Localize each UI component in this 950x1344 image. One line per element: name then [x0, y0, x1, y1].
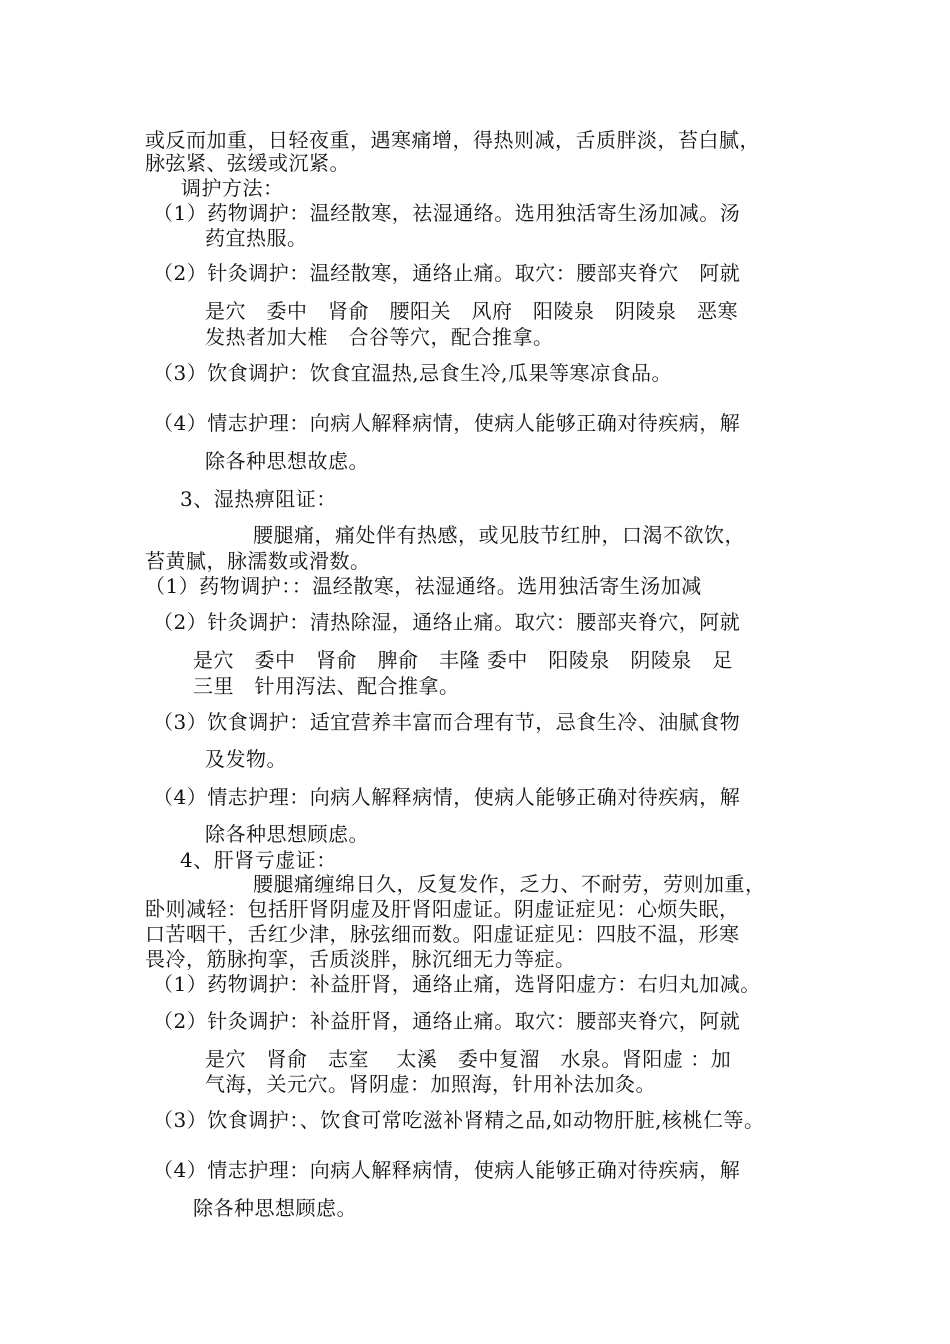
text-line: 三里 针用泻法、配合推拿。	[193, 674, 460, 698]
text-line: 脉弦紧、弦缓或沉紧。	[145, 151, 350, 175]
section-heading: 4、肝肾亏虚证：	[180, 848, 337, 872]
text-line: （4）情志护理：向病人解释病情，使病人能够正确对待疾病，解	[153, 785, 741, 809]
text-line: （1）药物调护：温经散寒，祛湿通络。选用独活寄生汤加减。汤	[153, 201, 741, 225]
text-line: 发热者加大椎 合谷等穴，配合推拿。	[205, 325, 554, 349]
text-line: 药宜热服。	[205, 226, 308, 250]
text-line: 是穴 委中 肾俞 腰阳关 风府 阳陵泉 阴陵泉 恶寒	[205, 299, 738, 323]
text-line: 气海，关元穴。肾阴虚：加照海，针用补法加灸。	[205, 1072, 656, 1096]
text-line: （4）情志护理：向病人解释病情，使病人能够正确对待疾病，解	[153, 411, 741, 435]
text-line: 腰腿痛，痛处伴有热感，或见肢节红肿，口渴不欲饮，	[253, 523, 745, 547]
text-line: 苔黄腻，脉濡数或滑数。	[145, 549, 371, 573]
text-line: 畏冷，筋脉拘挛，舌质淡胖，脉沉细无力等症。	[145, 947, 576, 971]
text-line: （3）饮食调护：饮食宜温热,忌食生冷,瓜果等寒凉食品。	[153, 361, 672, 385]
text-line: 及发物。	[205, 747, 287, 771]
text-line: 腰腿痛缠绵日久，反复发作，乏力、不耐劳，劳则加重，	[253, 872, 766, 896]
text-line: （2）针灸调护：温经散寒，通络止痛。取穴：腰部夹脊穴 阿就	[153, 261, 741, 285]
text-line: （1）药物调护：补益肝肾，通络止痛，选肾阳虚方：右归丸加减。	[153, 972, 761, 996]
text-line: （2）针灸调护：补益肝肾，通络止痛。取穴：腰部夹脊穴，阿就	[153, 1009, 741, 1033]
section-heading: 3、湿热痹阻证：	[180, 487, 337, 511]
text-line: 或反而加重，日轻夜重，遇寒痛增，得热则减，舌质胖淡，苔白腻，	[145, 128, 760, 152]
text-line: 口苦咽干，舌红少津，脉弦细而数。阳虚证症见：四肢不温，形寒	[145, 922, 740, 946]
section-heading: 调护方法：	[181, 176, 284, 200]
text-line: 除各种思想顾虑。	[193, 1196, 357, 1220]
text-line: （2）针灸调护：清热除湿，通络止痛。取穴：腰部夹脊穴，阿就	[153, 610, 741, 634]
text-line: 除各种思想顾虑。	[205, 822, 369, 846]
text-line: 除各种思想故虑。	[205, 449, 369, 473]
text-line: 是穴 肾俞 志室 太溪 委中复溜 水泉。肾阳虚 ：加	[205, 1047, 732, 1071]
text-line: 卧则减轻：包括肝肾阴虚及肝肾阳虚证。阴虚证症见：心烦失眠，	[145, 897, 740, 921]
text-line: 是穴 委中 肾俞 脾俞 丰隆 委中 阳陵泉 阴陵泉 足	[193, 648, 733, 672]
text-line: （3）饮食调护：适宜营养丰富而合理有节，忌食生冷、油腻食物	[153, 710, 741, 734]
text-line: （1）药物调护：：温经散寒，祛湿通络。选用独活寄生汤加减	[145, 574, 702, 598]
text-line: （4）情志护理：向病人解释病情，使病人能够正确对待疾病，解	[153, 1158, 741, 1182]
text-line: （3）饮食调护：、饮食可常吃滋补肾精之品,如动物肝脏,核桃仁等。	[153, 1108, 765, 1132]
